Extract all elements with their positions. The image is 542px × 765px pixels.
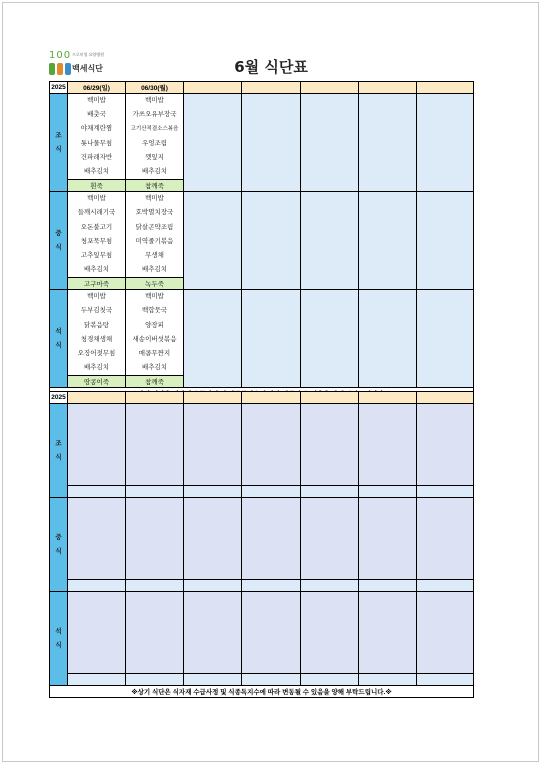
menu-cell [68,592,126,674]
porridge-cell [301,486,359,498]
date-cell [301,82,359,94]
porridge-cell [68,486,126,498]
menu-cell [126,592,184,674]
menu-cell: 백미밥 호박멸치장국 닭살곤약조림 미역줄기볶음 무생채 배추김치 [126,192,184,278]
menu-cell [301,404,359,486]
menu-cell [184,290,242,388]
porridge-cell [417,486,474,498]
menu-cell [242,592,301,674]
porridge-cell [126,674,184,686]
menu-cell [301,94,359,192]
porridge-cell: 땅콩이죽 [68,376,126,388]
menu-cell [301,498,359,580]
menu-cell [184,404,242,486]
menu-cell [242,192,301,290]
page-title: 6월 식단표 [234,58,308,76]
date-cell [184,392,242,404]
menu-table-week2 [49,391,474,698]
date-cell: 06/30(월) [126,82,184,94]
menu-cell [184,192,242,290]
menu-cell [359,498,417,580]
porridge-cell [359,674,417,686]
menu-cell [126,498,184,580]
menu-cell [417,498,474,580]
menu-cell [359,290,417,388]
date-cell [184,82,242,94]
meal-label-lunch: 중 식 [50,498,68,592]
date-cell [359,392,417,404]
porridge-cell [126,580,184,592]
menu-cell [68,498,126,580]
menu-cell [417,94,474,192]
menu-cell [301,192,359,290]
year-cell: 2025 [50,82,68,94]
menu-cell [242,404,301,486]
date-cell [301,392,359,404]
menu-cell [126,404,184,486]
menu-cell [417,404,474,486]
menu-cell: 백미밥 백합뭇국 양장피 새송이버섯볶음 매콤무짠지 배추김치 [126,290,184,376]
menu-cell [184,592,242,674]
logo-subtitle: 프로미엄 요양병원 [72,52,105,57]
notice-text: ※상기 식단은 식자재 수급사정 및 식종독지수에 따라 변동될 수 있음을 양해 부탁드립니다.※ [50,686,474,698]
porridge-cell [301,580,359,592]
meal-label-dinner: 석 식 [50,290,68,388]
menu-cell [301,592,359,674]
menu-cell [417,192,474,290]
porridge-cell [184,674,242,686]
logo-number: 100 [49,50,72,61]
menu-cell: 백미밥 배춧국 야채계란찜 톳나물무침 건파래자반 배추김치 [68,94,126,180]
porridge-cell [301,674,359,686]
porridge-cell: 흰죽 [68,180,126,192]
porridge-cell [242,674,301,686]
porridge-cell: 참깨죽 [126,376,184,388]
date-cell [417,392,474,404]
porridge-cell [184,486,242,498]
menu-cell [359,192,417,290]
menu-cell [242,498,301,580]
menu-cell: 백미밥 두부김칫국 닭볶음탕 청경채생채 오징어젓무침 배추김치 [68,290,126,376]
porridge-cell [242,580,301,592]
porridge-cell [417,580,474,592]
menu-cell [184,498,242,580]
porridge-cell [359,580,417,592]
date-cell [68,392,126,404]
menu-cell [359,404,417,486]
porridge-cell [126,486,184,498]
meal-label-breakfast: 조 식 [50,94,68,192]
porridge-cell [68,674,126,686]
date-cell [359,82,417,94]
menu-cell [301,290,359,388]
porridge-cell [68,580,126,592]
logo-brand: 백세식단 [72,64,103,73]
porridge-cell [359,486,417,498]
porridge-cell: 참깨죽 [126,180,184,192]
menu-cell [359,94,417,192]
menu-cell [417,290,474,388]
meal-label-dinner: 석 식 [50,592,68,686]
porridge-cell [184,580,242,592]
meal-label-lunch: 중 식 [50,192,68,290]
porridge-cell [242,486,301,498]
menu-cell [417,592,474,674]
date-cell: 06/29(일) [68,82,126,94]
menu-cell [359,592,417,674]
menu-table-week1 [49,81,474,400]
menu-cell [68,404,126,486]
porridge-cell: 녹두죽 [126,278,184,290]
year-cell: 2025 [50,392,68,404]
date-cell [242,392,301,404]
porridge-cell [417,674,474,686]
menu-cell [242,290,301,388]
date-cell [417,82,474,94]
meal-label-breakfast: 조 식 [50,404,68,498]
menu-cell [184,94,242,192]
date-cell [126,392,184,404]
menu-cell: 백미밥 가쓰오유부장국 고기산적곁소스볶음 우엉조림 깻잎지 배추김치 [126,94,184,180]
porridge-cell: 고구마죽 [68,278,126,290]
menu-cell: 백미밥 들깨시래기국 오돈불고기 청포묵무침 고추잎무침 배추김치 [68,192,126,278]
date-cell [242,82,301,94]
menu-cell [242,94,301,192]
